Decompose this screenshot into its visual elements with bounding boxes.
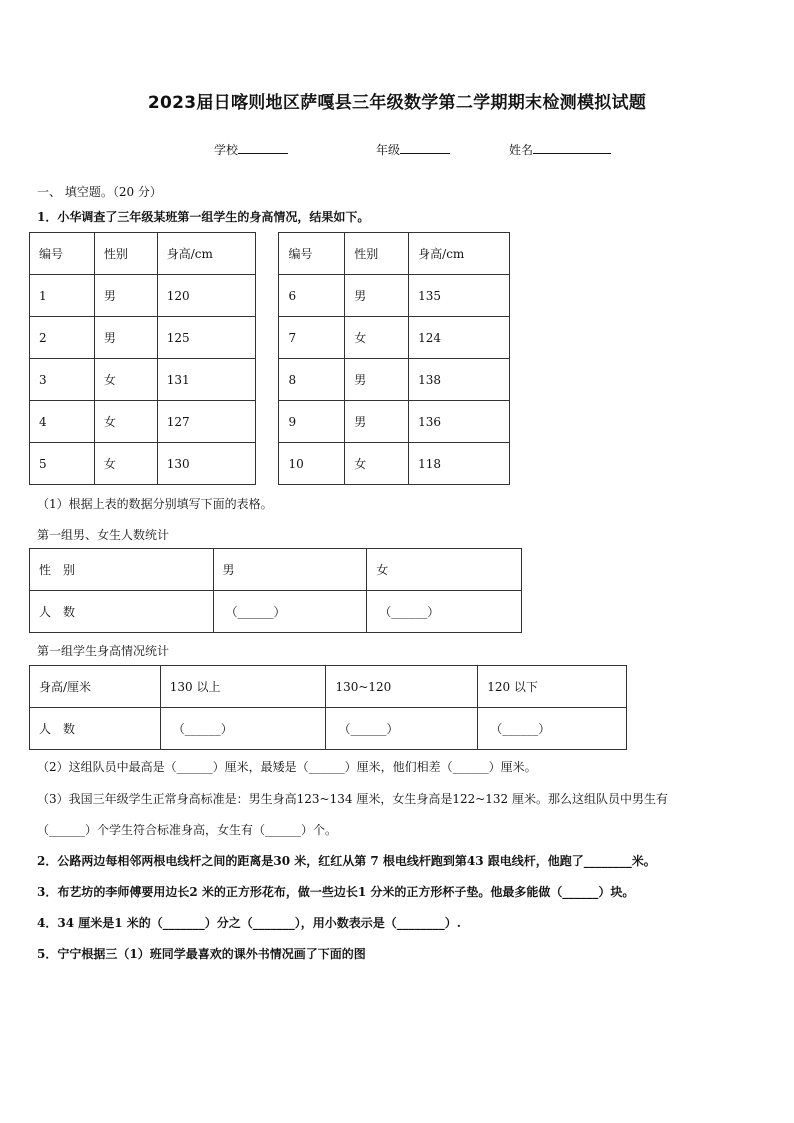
q1-part1: （1）根据上表的数据分别填写下面的表格。 bbox=[37, 497, 273, 511]
range-header: 120 以下 bbox=[478, 666, 627, 708]
student-height: 125 bbox=[157, 317, 255, 359]
q1-part3-line1: （3）我国三年级学生正常身高标准是：男生身高123~134 厘米，女生身高是122~132 厘米。那么这组队员中男生有 bbox=[37, 792, 668, 806]
survey-header-row bbox=[30, 233, 510, 275]
student-gender: 女 bbox=[94, 443, 157, 485]
grade-label: 年级 bbox=[376, 143, 401, 157]
table-row bbox=[30, 591, 522, 633]
page-title: 2023届日喀则地区萨嘎县三年级数学第二学期期末检测模拟试题 bbox=[147, 93, 647, 113]
student-height: 135 bbox=[409, 275, 510, 317]
header-cell: 身高/cm bbox=[409, 233, 510, 275]
q5-text: 5．宁宁根据三（1）班同学最喜欢的课外书情况画了下面的图 bbox=[37, 947, 366, 961]
student-gender: 男 bbox=[345, 401, 409, 443]
student-id: 1 bbox=[30, 275, 95, 317]
height-table-caption: 第一组学生身高情况统计 bbox=[37, 644, 170, 658]
student-height: 120 bbox=[157, 275, 255, 317]
header-cell: 编号 bbox=[279, 233, 345, 275]
male-header: 男 bbox=[213, 549, 367, 591]
table-row bbox=[30, 666, 627, 708]
grade-blank[interactable] bbox=[400, 141, 450, 154]
count-blank[interactable]: （______） bbox=[478, 708, 627, 750]
student-gender: 男 bbox=[94, 275, 157, 317]
student-height: 136 bbox=[409, 401, 510, 443]
count-blank[interactable]: （______） bbox=[326, 708, 478, 750]
student-height: 124 bbox=[409, 317, 510, 359]
q2-text: 2．公路两边每相邻两根电线杆之间的距离是30 米，红红从第 7 根电线杆跑到第43 跟电线杆，他跑了________米。 bbox=[37, 854, 656, 868]
student-id: 8 bbox=[279, 359, 345, 401]
female-header: 女 bbox=[367, 549, 522, 591]
name-label: 姓名 bbox=[509, 143, 534, 157]
name-field[interactable] bbox=[509, 141, 611, 158]
survey-table bbox=[29, 232, 510, 485]
school-blank[interactable] bbox=[238, 141, 288, 154]
student-id: 7 bbox=[279, 317, 345, 359]
header-cell: 身高/cm bbox=[157, 233, 255, 275]
school-label: 学校 bbox=[214, 143, 239, 157]
q1-part3-line2: （______）个学生符合标准身高，女生有（______）个。 bbox=[37, 823, 338, 837]
table-gap bbox=[255, 233, 279, 485]
student-gender: 男 bbox=[94, 317, 157, 359]
student-id: 4 bbox=[30, 401, 95, 443]
student-height: 127 bbox=[157, 401, 255, 443]
q1-part2: （2）这组队员中最高是（______）厘米，最矮是（______）厘米，他们相差（______）厘米。 bbox=[37, 760, 537, 774]
row-header: 身高/厘米 bbox=[30, 666, 161, 708]
q3-text: 3．布艺坊的李师傅要用边长2 米的正方形花布，做一些边长1 分米的正方形杯子垫。他最多能做（______）块。 bbox=[37, 885, 635, 899]
school-field[interactable] bbox=[214, 141, 288, 158]
student-gender: 男 bbox=[345, 275, 409, 317]
student-gender: 女 bbox=[94, 401, 157, 443]
student-gender: 女 bbox=[345, 317, 409, 359]
table-row bbox=[30, 708, 627, 750]
student-id: 10 bbox=[279, 443, 345, 485]
row-header: 性 别 bbox=[30, 549, 214, 591]
q1-stem: 1．小华调查了三年级某班第一组学生的身高情况，结果如下。 bbox=[37, 210, 370, 224]
male-count-blank[interactable]: （______） bbox=[213, 591, 367, 633]
section-heading: 一、 填空题。（20 分） bbox=[37, 185, 162, 199]
female-count-blank[interactable]: （______） bbox=[367, 591, 522, 633]
student-id: 2 bbox=[30, 317, 95, 359]
header-cell: 编号 bbox=[30, 233, 95, 275]
q4-text: 4．34 厘米是1 米的（_______）分之（_______），用小数表示是（________）. bbox=[37, 916, 461, 930]
student-id: 9 bbox=[279, 401, 345, 443]
range-header: 130~120 bbox=[326, 666, 478, 708]
student-height: 118 bbox=[409, 443, 510, 485]
table-row bbox=[30, 549, 522, 591]
student-height: 138 bbox=[409, 359, 510, 401]
grade-field[interactable] bbox=[376, 141, 450, 158]
gender-table bbox=[29, 548, 522, 633]
range-header: 130 以上 bbox=[160, 666, 326, 708]
student-gender: 女 bbox=[94, 359, 157, 401]
student-gender: 男 bbox=[345, 359, 409, 401]
gender-table-caption: 第一组男、女生人数统计 bbox=[37, 528, 170, 542]
student-id: 3 bbox=[30, 359, 95, 401]
height-table bbox=[29, 665, 627, 750]
student-height: 130 bbox=[157, 443, 255, 485]
student-id: 6 bbox=[279, 275, 345, 317]
row-header: 人 数 bbox=[30, 591, 214, 633]
header-cell: 性别 bbox=[345, 233, 409, 275]
row-header: 人 数 bbox=[30, 708, 161, 750]
name-blank[interactable] bbox=[533, 141, 611, 154]
count-blank[interactable]: （______） bbox=[160, 708, 326, 750]
student-height: 131 bbox=[157, 359, 255, 401]
student-gender: 女 bbox=[345, 443, 409, 485]
header-cell: 性别 bbox=[94, 233, 157, 275]
student-id: 5 bbox=[30, 443, 95, 485]
